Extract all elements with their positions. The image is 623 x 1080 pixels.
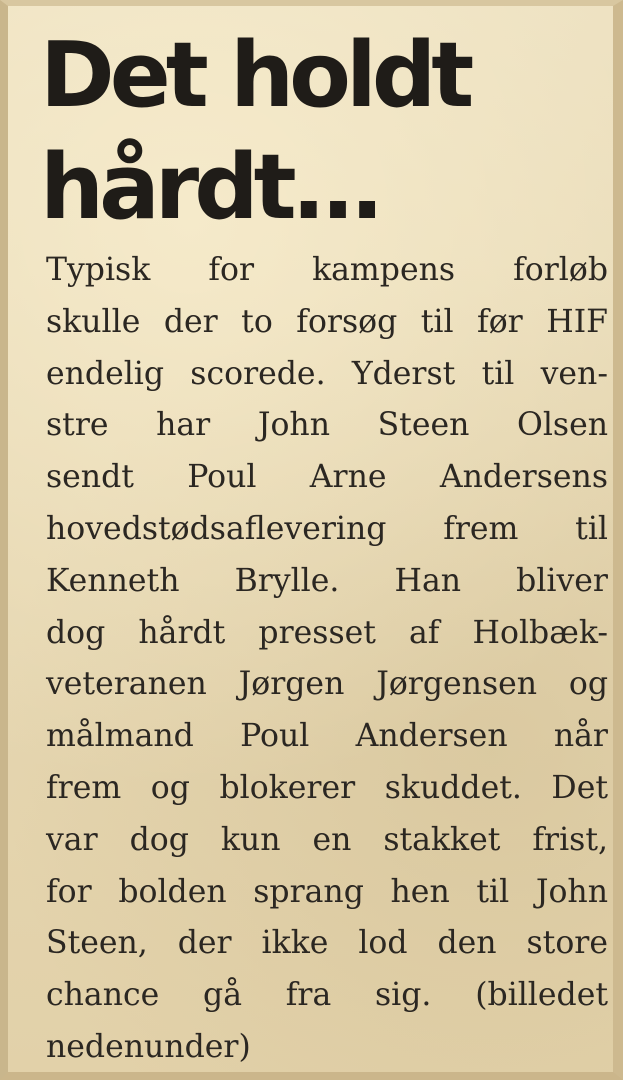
body-line: frem og blokerer skuddet. Det <box>46 769 608 806</box>
body-line: for bolden sprang hen til John <box>46 873 608 910</box>
body-line: endelig scorede. Yderst til ven- <box>46 355 608 392</box>
headline <box>40 20 610 244</box>
body-line: Typisk for kampens forløb <box>46 252 608 288</box>
body-line: nedenunder) <box>46 1028 251 1065</box>
body-line: Steen, der ikke lod den store <box>46 925 608 962</box>
article-body <box>46 245 608 1074</box>
body-line: veteranen Jørgen Jørgensen og <box>46 666 608 703</box>
body-line: var dog kun en stakket frist, <box>46 821 608 858</box>
body-line: dog hårdt presset af Holbæk- <box>46 614 608 651</box>
body-line: stre har John Steen Olsen <box>46 407 608 444</box>
headline-line-1: Det holdt <box>40 23 470 128</box>
body-line: målmand Poul Andersen når <box>46 718 608 755</box>
body-line: hovedstødsaflevering frem til <box>46 510 608 547</box>
body-line: Kenneth Brylle. Han bliver <box>46 562 608 599</box>
body-line: skulle der to forsøg til før HIF <box>46 303 608 340</box>
body-line: chance gå fra sig. (billedet <box>46 977 608 1014</box>
body-line: sendt Poul Arne Andersens <box>46 459 608 496</box>
headline-line-2: hårdt... <box>40 135 380 240</box>
